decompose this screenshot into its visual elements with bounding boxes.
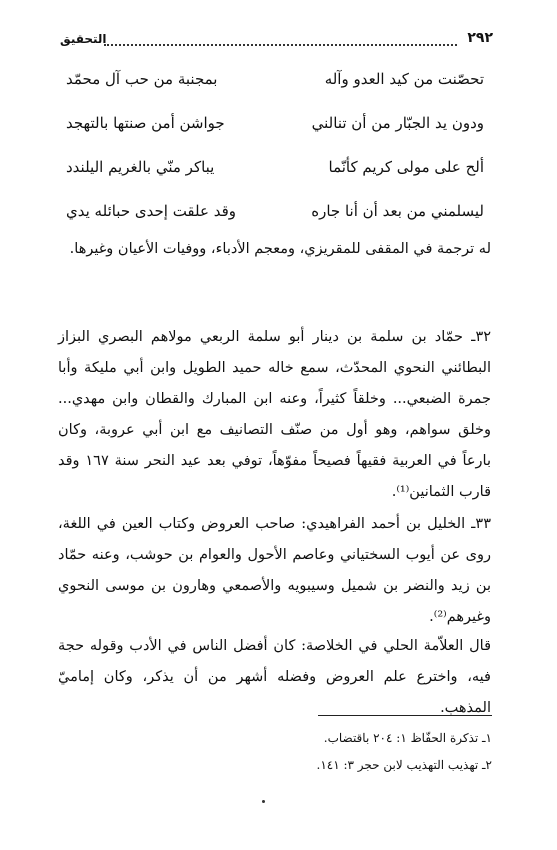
footnote-separator (318, 715, 492, 716)
verse-second-hemistich: جواشن أمن صنتها بالتهجد (66, 114, 225, 132)
header-dotted-leader (104, 44, 457, 46)
verse-first-hemistich: ليسلمني من بعد أن أنا جاره (311, 202, 484, 220)
quote-paragraph: قال العلاّمة الحلي في الخلاصة: كان أفضل الناس في الأدب وقوله حجة فيه، واخترع علم العروض وفضله أشهر من أن يذكر، وكان إماميّ المذهب. (58, 638, 491, 716)
entry-32-paragraph: ٣٢ـ حمّاد بن سلمة بن دينار أبو سلمة الربعي مولاهم البصري البزاز البطائني النحوي المحدّث، سمع خاله حميد الطويل وابن أبي مليكة وأبا جمرة الضبعي... وخلقاً كثيراً، وعنه ابن المبارك والقطان وابن مهدي... وخلق سواهم، وهو أول من صنّف التصانيف مع ابن أبي عروبة، وكان بارعاً في العربية فقيهاً فصيحاً مفوّهاً، توفي بعد عيد النحر سنة ١٦٧ وقد قارب الثمانين⁽¹⁾. (58, 329, 492, 500)
verse-first-hemistich: تحصّنت من كيد العدو وآله (324, 70, 484, 88)
verse-first-hemistich: ودون يد الجبّار من أن تنالني (311, 114, 484, 132)
page-number: ٢٩٢ (467, 30, 493, 46)
running-title: التحقيق (60, 32, 107, 46)
verse-line (66, 158, 484, 182)
verse-line (66, 70, 484, 94)
verse-second-hemistich: وقد علقت إحدى حبائله يدي (66, 202, 236, 220)
verse-first-hemistich: ألح على مولى كريم كأنّما (328, 158, 484, 176)
verse-second-hemistich: يباكر منّي بالغريم اليلندد (66, 158, 215, 176)
page-mark (262, 800, 265, 803)
footnote-2: ٢ـ تهذيب التهذيب لابن حجر ٣: ١٤١. (316, 758, 492, 772)
page-header (60, 30, 493, 56)
footnote-1: ١ـ تذكرة الحفّاظ ١: ٢٠٤ باقتضاب. (323, 731, 492, 745)
intro-paragraph: له ترجمة في المقفى للمقريزي، ومعجم الأدباء، ووفيات الأعيان وغيرها. (69, 241, 491, 257)
verse-second-hemistich: بمجنبة من حب آل محمّد (66, 70, 218, 88)
entry-33-paragraph: ٣٣ـ الخليل بن أحمد الفراهيدي: صاحب العروض وكتاب العين في اللغة، روى عن أيوب السختياني وعاصم الأحول والعوام بن حوشب، وعنه حمّاد بن زيد والنضر بن شميل وسيبويه والأصمعي وهارون بن موسى النحوي وغيرهم⁽²⁾. (58, 516, 491, 625)
verse-line (66, 114, 484, 138)
verse-line (66, 202, 484, 226)
